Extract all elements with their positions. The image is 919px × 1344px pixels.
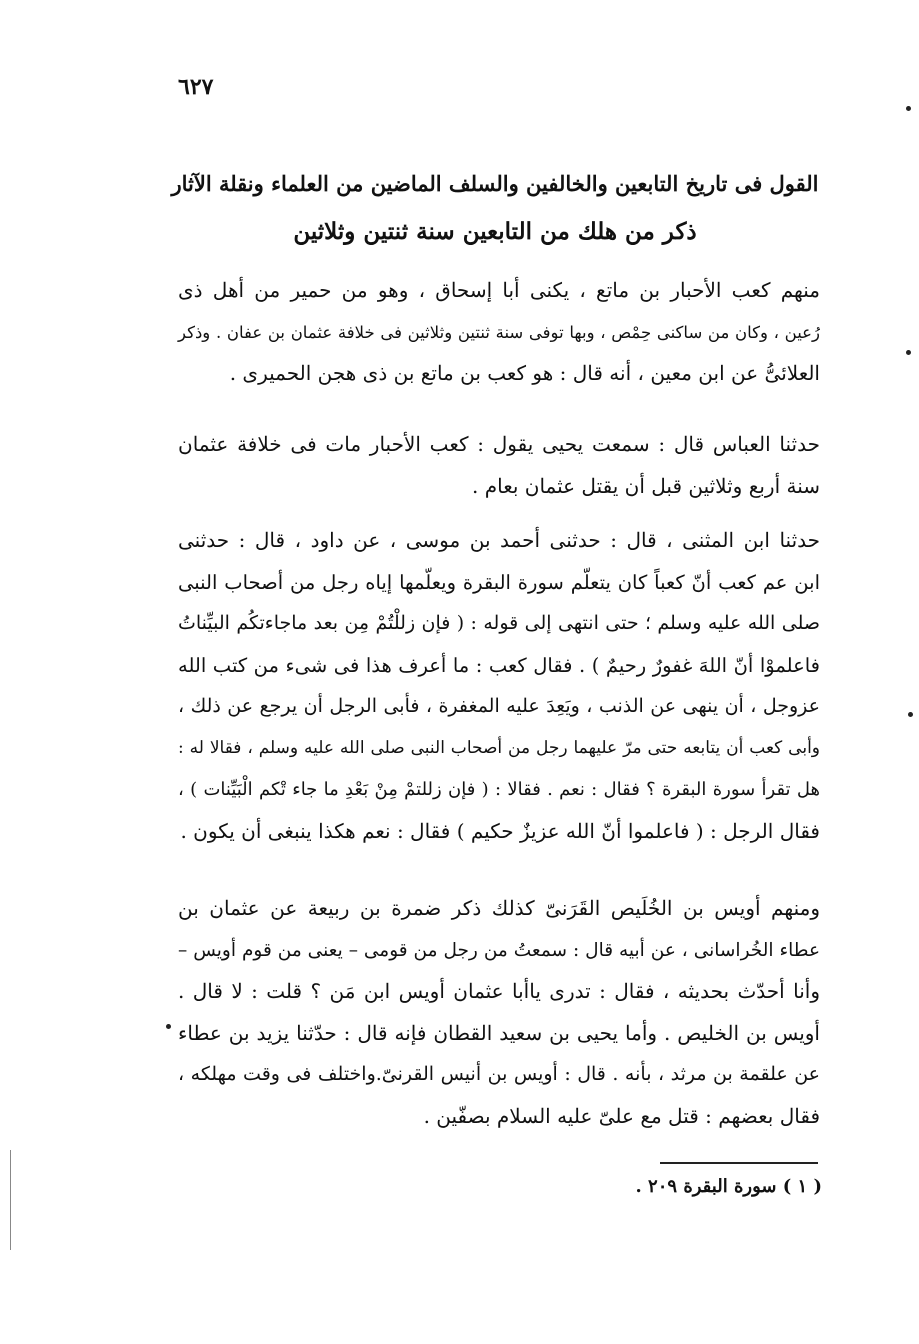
footnote-divider [660,1162,818,1164]
text-line: وأبى كعب أن يتابعه حتى مرّ عليهما رجل من أصحاب النبى صلى الله عليه وسلم ، فقالا له : [178,737,820,758]
text-line: سنة أربع وثلاثين قبل أن يقتل عثمان بعام . [472,473,820,498]
text-line: فقال بعضهم : قتل مع علىّ عليه السلام بصفّين . [423,1103,820,1128]
text-line: فاعلموْا أنّ اللهَ غفورٌ رحيمٌ ) . فقال كعب : ما أعرف هذا فى شىء من كتب الله [178,653,820,677]
text-line: ومنهم أويس بن الخُلَيص القَرَنىّ كذلك ذكر ضمرة بن ربيعة عن عثمان بن [178,896,820,920]
scan-speck [906,350,911,355]
text-line: عطاء الخُراسانى ، عن أبيه قال : سمعتُ من رجل من قومى – يعنى من قوم أويس – [178,939,820,961]
chapter-headings [170,160,820,256]
footnote: ( ١ ) سورة البقرة ٢٠٩ . [635,1176,822,1197]
paragraph-kaab-al-ahbar [178,270,820,395]
scan-edge-line [10,1150,11,1250]
chapter-title: القول فى تاريخ التابعين والخالفين والسلف الماضين من العلماء ونقلة الآثار [171,171,819,196]
scan-speck [906,106,911,111]
text-line: حدثنا العباس قال : سمعت يحيى يقول : كعب الأحبار مات فى خلافة عثمان [178,432,820,456]
paragraph-abbas-report [178,424,820,507]
text-line: أويس بن الخليص . وأما يحيى بن سعيد القطان فإنه قال : حدّثنا يزيد بن عطاء [178,1020,820,1045]
text-line: هل تقرأ سورة البقرة ؟ فقال : نعم . فقالا : ( فإن زللتمْ مِنْ بَعْدِ ما جاء تْكم الْبَيِّنات ) ، [178,779,820,800]
text-line: فقال الرجل : ( فاعلموا أنّ الله عزيزٌ حكيم ) فقال : نعم هكذا ينبغى أن يكون . [180,818,820,843]
text-line: صلى الله عليه وسلم ؛ حتى انتهى إلى قوله : ( فإن زللْتُمْ مِن بعد ماجاءتكُم البيِّناتُ [178,612,820,634]
text-line: عزوجل ، أن ينهى عن الذنب ، ويَعِدَ عليه المغفرة ، فأبى الرجل أن يرجع عن ذلك ، [178,695,820,717]
text-line: ابن عم كعب أنّ كعباً كان يتعلّم سورة البقرة ويعلّمها إياه رجل من أصحاب النبى [178,570,820,594]
text-line: وأنا أحدّث بحديثه ، فقال : تدرى ياأبا عثمان أويس ابن مَن ؟ قلت : لا قال . [178,979,820,1003]
text-line: عن علقمة بن مرثد ، بأنه . قال : أويس بن أنيس القرنىّ.واختلف فى وقت مهلكه ، [178,1063,820,1085]
text-line: العلائىُّ عن ابن معين ، أنه قال : هو كعب بن ماتع بن ذى هجن الحميرى . [229,361,820,385]
scan-speck [166,1024,171,1029]
text-line: رُعين ، وكان من ساكنى حِمْص ، وبها توفى سنة ثنتين وثلاثين فى خلافة عثمان بن عفان . وذكر [178,322,820,342]
section-title: ذكر من هلك من التابعين سنة ثنتين وثلاثين [293,218,697,245]
text-line: منهم كعب الأحبار بن ماتع ، يكنى أبا إسحاق ، وهو من حمير من أهل ذى [178,278,820,302]
scan-speck [908,712,913,717]
paragraph-uways-al-qarani [178,888,820,1137]
paragraph-ibn-muthanna-report [178,520,820,852]
text-line: حدثنا ابن المثنى ، قال : حدثنى أحمد بن موسى ، عن داود ، قال : حدثنى [178,528,820,552]
page-number: ٦٢٧ [178,74,214,100]
